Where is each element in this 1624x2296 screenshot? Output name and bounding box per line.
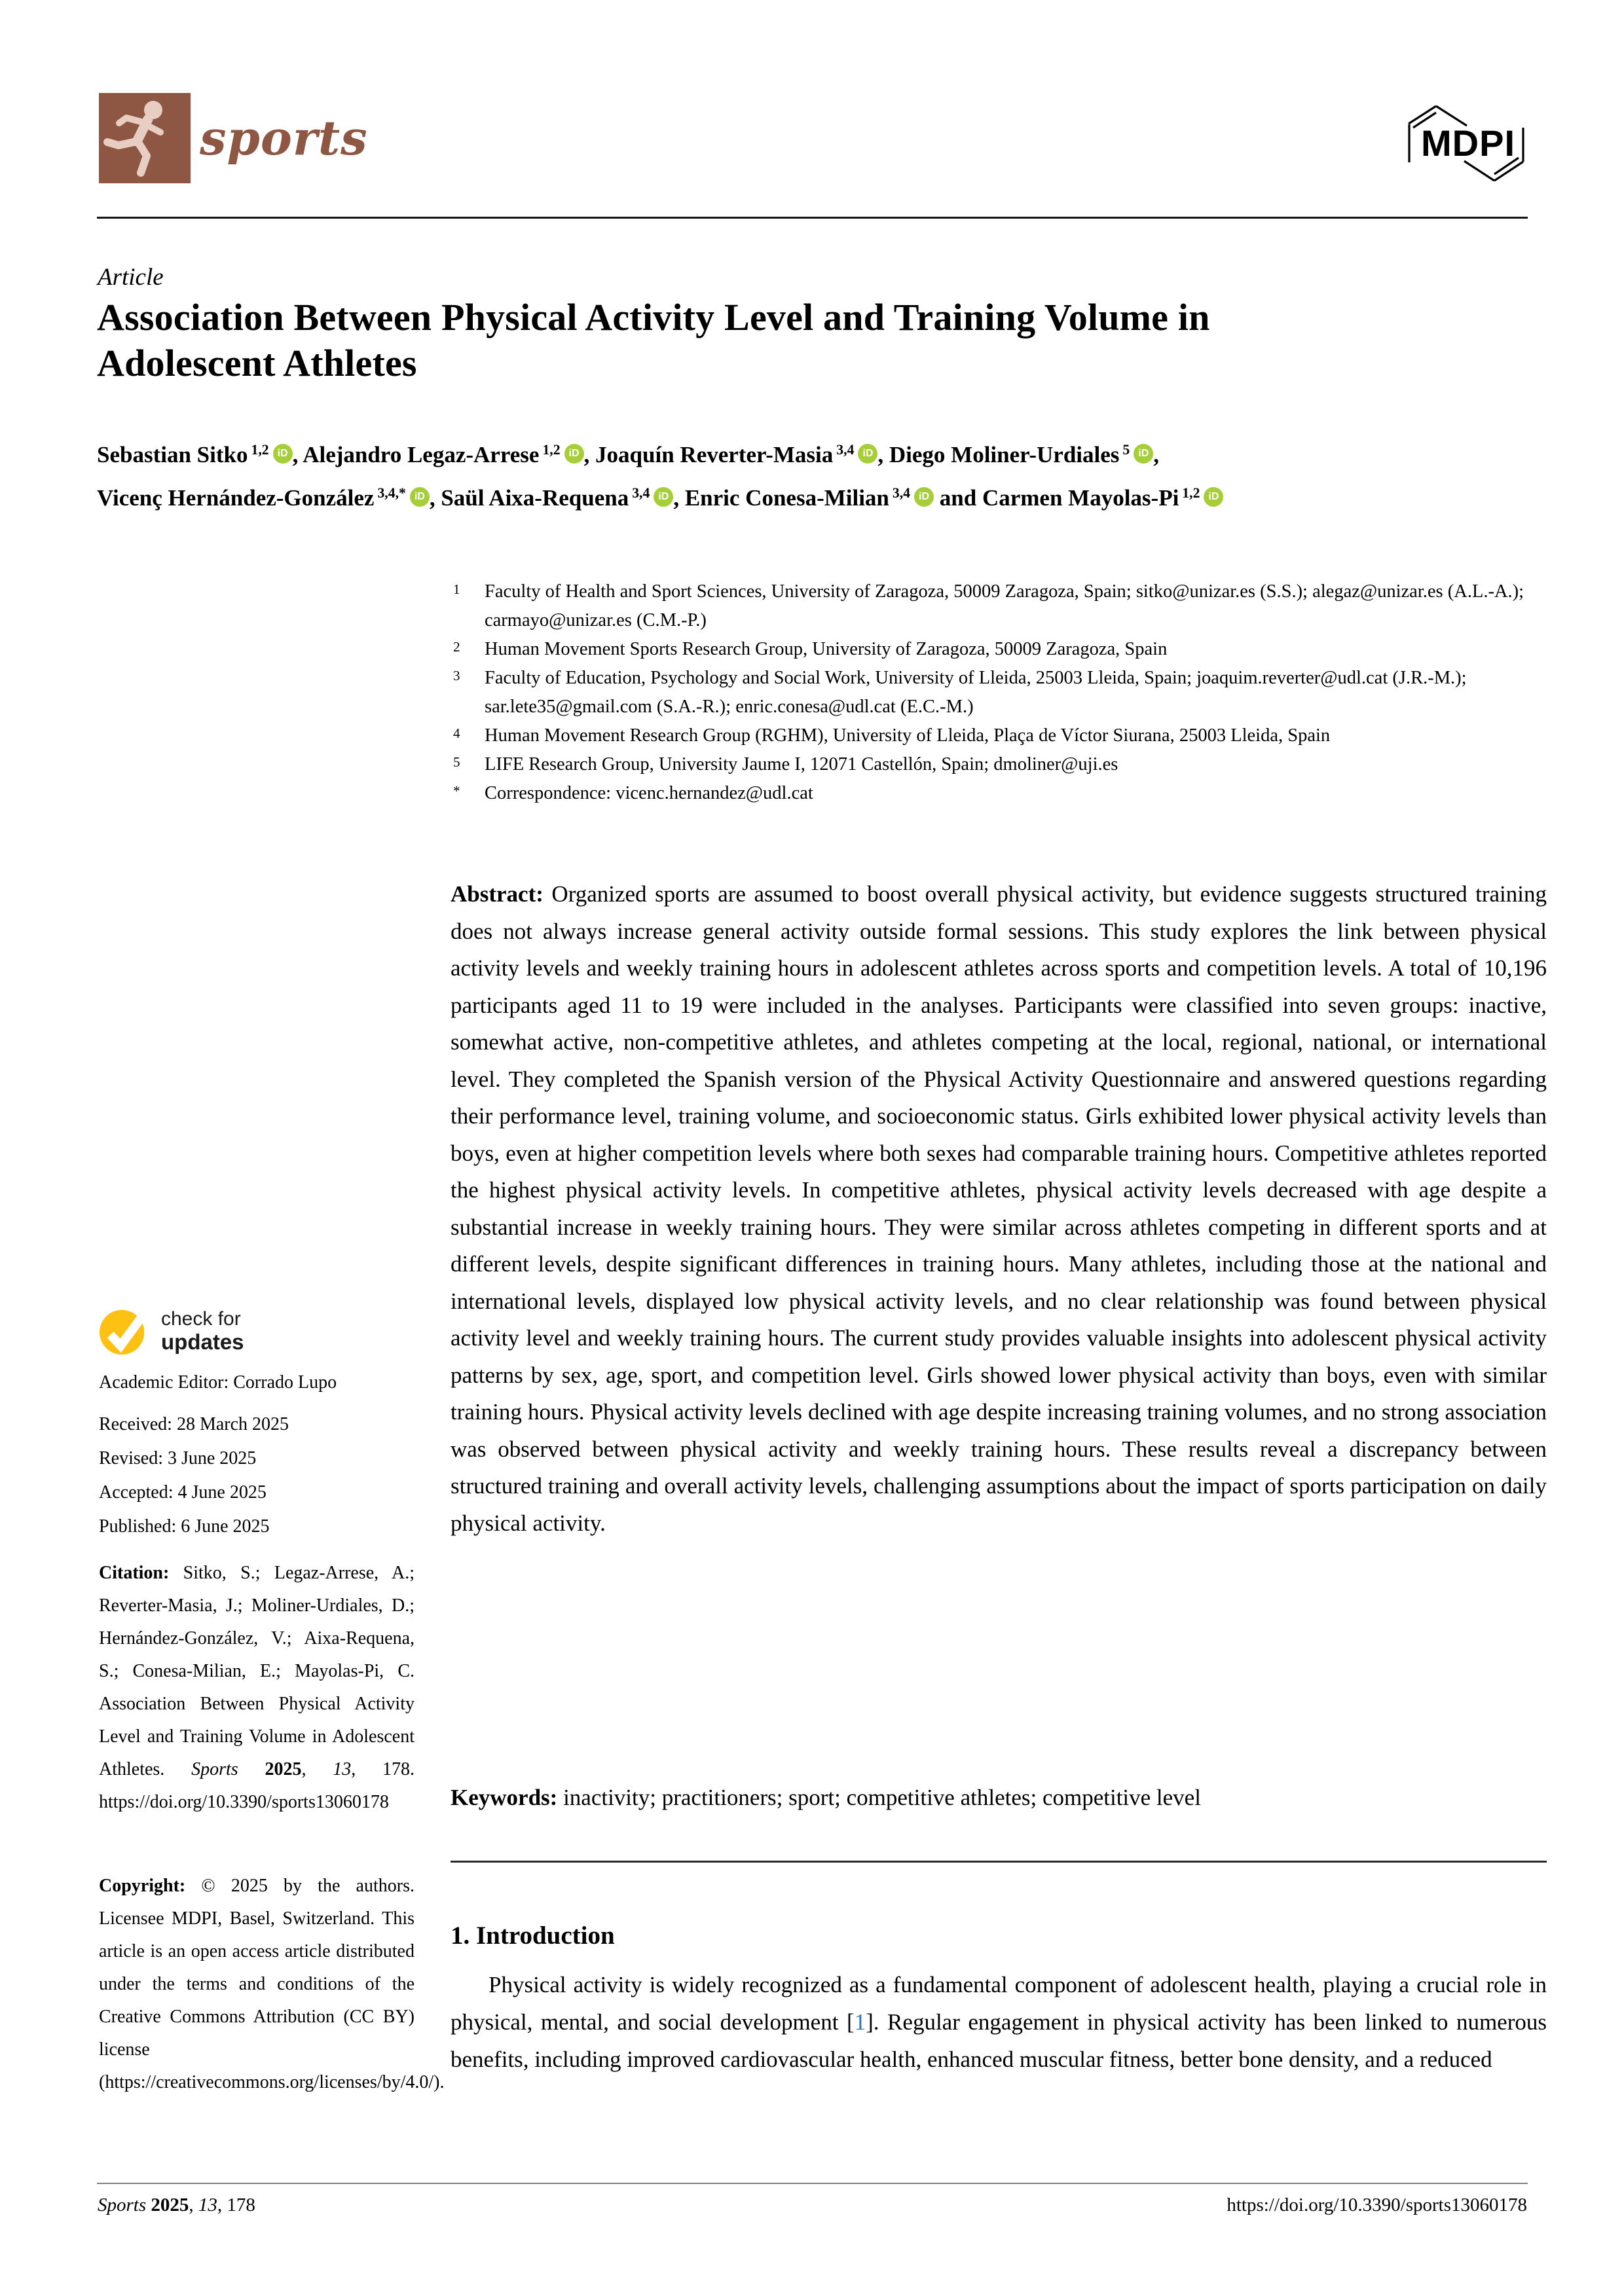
author: Carmen Mayolas-Pi $^{1,2}$ iD xyxy=(982,485,1223,511)
received-date: Received: 28 March 2025 xyxy=(99,1414,289,1434)
author: Diego Moliner-Urdiales $^5$ iD , xyxy=(889,442,1160,467)
keywords-divider xyxy=(451,1861,1547,1863)
author-line-1 xyxy=(97,435,1577,478)
affiliation-superscript: 3,4,* xyxy=(377,485,406,501)
accepted-date: Accepted: 4 June 2025 xyxy=(99,1482,267,1503)
affiliation-number: 5 xyxy=(453,754,460,770)
orcid-icon[interactable]: iD xyxy=(914,487,934,507)
academic-editor: Academic Editor: Corrado Lupo xyxy=(99,1372,337,1393)
orcid-icon[interactable]: iD xyxy=(1134,444,1153,464)
affiliation-item xyxy=(451,635,1547,664)
reference-link-1[interactable]: 1 xyxy=(854,2009,866,2035)
check-icon xyxy=(98,1304,152,1358)
orcid-icon[interactable]: iD xyxy=(273,444,293,464)
citation-doi: , 178. https://doi.org/10.3390/sports13060178 xyxy=(99,1759,415,1812)
abstract-label: Abstract: xyxy=(451,881,552,907)
affiliation-list xyxy=(451,577,1547,808)
journal-name: sports xyxy=(200,110,368,166)
section-heading-introduction: 1. Introduction xyxy=(451,1922,615,1950)
author: Sebastian Sitko $^{1,2}$ iD , xyxy=(97,442,303,467)
sports-journal-logo xyxy=(99,93,191,183)
footer-doi-link[interactable]: https://doi.org/10.3390/sports13060178 xyxy=(1227,2195,1527,2215)
affiliation-text: Faculty of Education, Psychology and Social Work, University of Lleida, 25003 Lleida, Spain; joaquim.reverter@udl.cat (J.R.-M.); sar.lete35@gmail.com (S.A.-R.); enric.conesa@udl.cat (E.C.-M.) xyxy=(485,668,1467,717)
orcid-icon[interactable]: iD xyxy=(564,444,584,464)
author-list xyxy=(97,435,1577,521)
check-for-updates-text xyxy=(161,1308,244,1354)
footer-divider xyxy=(97,2183,1528,2184)
published-date: Published: 6 June 2025 xyxy=(99,1516,270,1537)
abstract-text: Organized sports are assumed to boost overall physical activity, but evidence suggests structured training does not always increase general activity outside formal sessions. This study explores the link between physical activity levels and weekly training hours in adolescent athletes across sports and competition levels. A total of 10,196 participants aged 11 to 19 were included in the analyses. Participants were classified into seven groups: inactive, somewhat active, non-competitive athletes, and athletes competing at the local, regional, national, or international level. They completed the Spanish version of the Physical Activity Questionnaire and answered questions regarding their performance level, training volume, and socioeconomic status. Girls exhibited lower physical activity levels than boys, even at higher competition levels where both sexes had comparable training hours. Competitive athletes reported the highest physical activity levels. In competitive athletes, physical activity levels decreased with age despite a substantial increase in weekly training hours. They were similar across athletes competing in different sports and at different levels, despite significant differences in training hours. Many athletes, including those at the national and international levels, displayed low physical activity levels, and no clear relationship was found between physical activity level and weekly training hours. The current study provides valuable insights into adolescent physical activity patterns by sex, age, sport, and competition level. Girls showed lower physical activity than boys, even with similar training hours. Physical activity levels declined with age despite increasing training volumes, and no strong association was observed between physical activity and weekly training hours. These results reveal a discrepancy between structured training and overall activity levels, challenging assumptions about the impact of sports participation on daily physical activity. xyxy=(451,881,1547,1536)
affiliation-text: Faculty of Health and Sport Sciences, University of Zaragoza, 50009 Zaragoza, Spain; sitko@unizar.es (S.S.); alegaz@unizar.es (A.L.-A.); carmayo@unizar.es (C.M.-P.) xyxy=(485,581,1524,630)
orcid-icon[interactable]: iD xyxy=(654,487,673,507)
article-type-label: Article xyxy=(98,264,164,291)
affiliation-number: 4 xyxy=(453,725,460,741)
affiliation-superscript: 1,2 xyxy=(542,442,561,458)
citation-journal: Sports xyxy=(191,1759,265,1779)
affiliation-superscript: 3,4 xyxy=(632,485,650,501)
keywords-text: inactivity; practitioners; sport; competitive athletes; competitive level xyxy=(563,1785,1201,1810)
badge-line1: check for xyxy=(161,1308,241,1330)
affiliation-text: LIFE Research Group, University Jaume I, 12071 Castellón, Spain; dmoliner@uji.es xyxy=(485,754,1118,774)
correspondence-item xyxy=(451,779,1547,808)
author: Vicenç Hernández-González $^{3,4,*}$ iD , xyxy=(97,485,441,511)
intro-text: ]. Regular engagement in physical activity has been linked to numerous benefits, including improved cardiovascular health, enhanced muscular fitness, better bone density, and a reduced xyxy=(451,2009,1547,2072)
affiliation-item xyxy=(451,750,1547,779)
affiliation-superscript: 3,4 xyxy=(892,485,910,501)
orcid-icon[interactable]: iD xyxy=(410,487,430,507)
check-for-updates-badge[interactable] xyxy=(98,1304,244,1358)
introduction-paragraph xyxy=(451,1966,1547,2078)
author: Alejandro Legaz-Arrese $^{1,2}$ iD , xyxy=(303,442,596,467)
citation-volume: 13 xyxy=(333,1759,352,1779)
article-dates xyxy=(99,1408,420,1544)
svg-text:MDPI: MDPI xyxy=(1421,122,1515,164)
orcid-icon[interactable]: iD xyxy=(858,444,877,464)
citation-label: Citation: xyxy=(99,1563,183,1583)
author: Saül Aixa-Requena $^{3,4}$ iD , xyxy=(441,485,685,511)
affiliation-text: Human Movement Sports Research Group, University of Zaragoza, 50009 Zaragoza, Spain xyxy=(485,639,1168,659)
author: Enric Conesa-Milian $^{3,4}$ iD and xyxy=(684,485,982,511)
orcid-icon[interactable]: iD xyxy=(1204,487,1223,507)
copyright-block xyxy=(99,1870,445,2099)
affiliation-superscript: 3,4 xyxy=(836,442,855,458)
copyright-text: © 2025 by the authors. Licensee MDPI, Basel, Switzerland. This article is an open access article distributed under the terms and conditions of the Creative Commons Attribution (CC BY) license (https://creativecommons.org/licenses/by/4.0/). xyxy=(99,1876,445,2092)
correspondence-asterisk: * xyxy=(453,783,460,799)
badge-line2: updates xyxy=(161,1330,244,1354)
affiliation-number: 2 xyxy=(453,639,460,655)
affiliation-superscript: 1,2 xyxy=(251,442,269,458)
citation-block: Citation: Sitko, S.; Legaz-Arrese, A.; Reverter-Masia, J.; Moliner-Urdiales, D.; Hernández-González, V.; Aixa-Requena, S.; Conesa-Milian, E.; Mayolas-Pi, C. Association Between Physical Activity Level and Training Volume in Adolescent Athletes. Sports 2025, 13, 178. https://doi.org/10.3390/sports13060178 xyxy=(99,1563,415,1812)
citation-year: 2025 xyxy=(265,1759,302,1779)
footer-journal-reference: Sports 2025, 13, 178 xyxy=(98,2195,255,2215)
affiliation-superscript: 1,2 xyxy=(1182,485,1200,501)
intro-text: Physical activity is widely recognized as a fundamental component of adolescent health, playing a crucial role in physical, mental, and social development [ xyxy=(451,1972,1547,2035)
correspondence-text: Correspondence: vicenc.hernandez@udl.cat xyxy=(485,783,813,803)
affiliation-number: 1 xyxy=(453,581,460,597)
affiliation-text: Human Movement Research Group (RGHM), University of Lleida, Plaça de Víctor Siurana, 25003 Lleida, Spain xyxy=(485,725,1331,746)
affiliation-item xyxy=(451,664,1547,721)
copyright-label: Copyright: xyxy=(99,1876,202,1896)
abstract xyxy=(451,876,1547,1542)
keywords-label: Keywords: xyxy=(451,1785,564,1810)
affiliation-item xyxy=(451,577,1547,635)
mdpi-logo xyxy=(1405,98,1531,185)
affiliation-superscript: 5 xyxy=(1122,442,1130,458)
citation-text: Sitko, S.; Legaz-Arrese, A.; Reverter-Masia, J.; Moliner-Urdiales, D.; Hernández-González, V.; Aixa-Requena, S.; Conesa-Milian, E.; Mayolas-Pi, C. Association Between Physical Activity Level and Training Volume in Adolescent Athletes. xyxy=(99,1563,415,1779)
header-divider xyxy=(97,217,1528,219)
affiliation-number: 3 xyxy=(453,668,460,683)
affiliation-item xyxy=(451,721,1547,750)
author: Joaquín Reverter-Masia $^{3,4}$ iD , xyxy=(595,442,889,467)
mdpi-hexagon-icon xyxy=(1405,98,1531,185)
runner-icon xyxy=(99,93,191,183)
revised-date: Revised: 3 June 2025 xyxy=(99,1448,257,1468)
page-title: Association Between Physical Activity Level and Training Volume in Adolescent Athletes xyxy=(97,296,1210,384)
keywords xyxy=(451,1781,1547,1815)
author-line-2 xyxy=(97,478,1577,521)
